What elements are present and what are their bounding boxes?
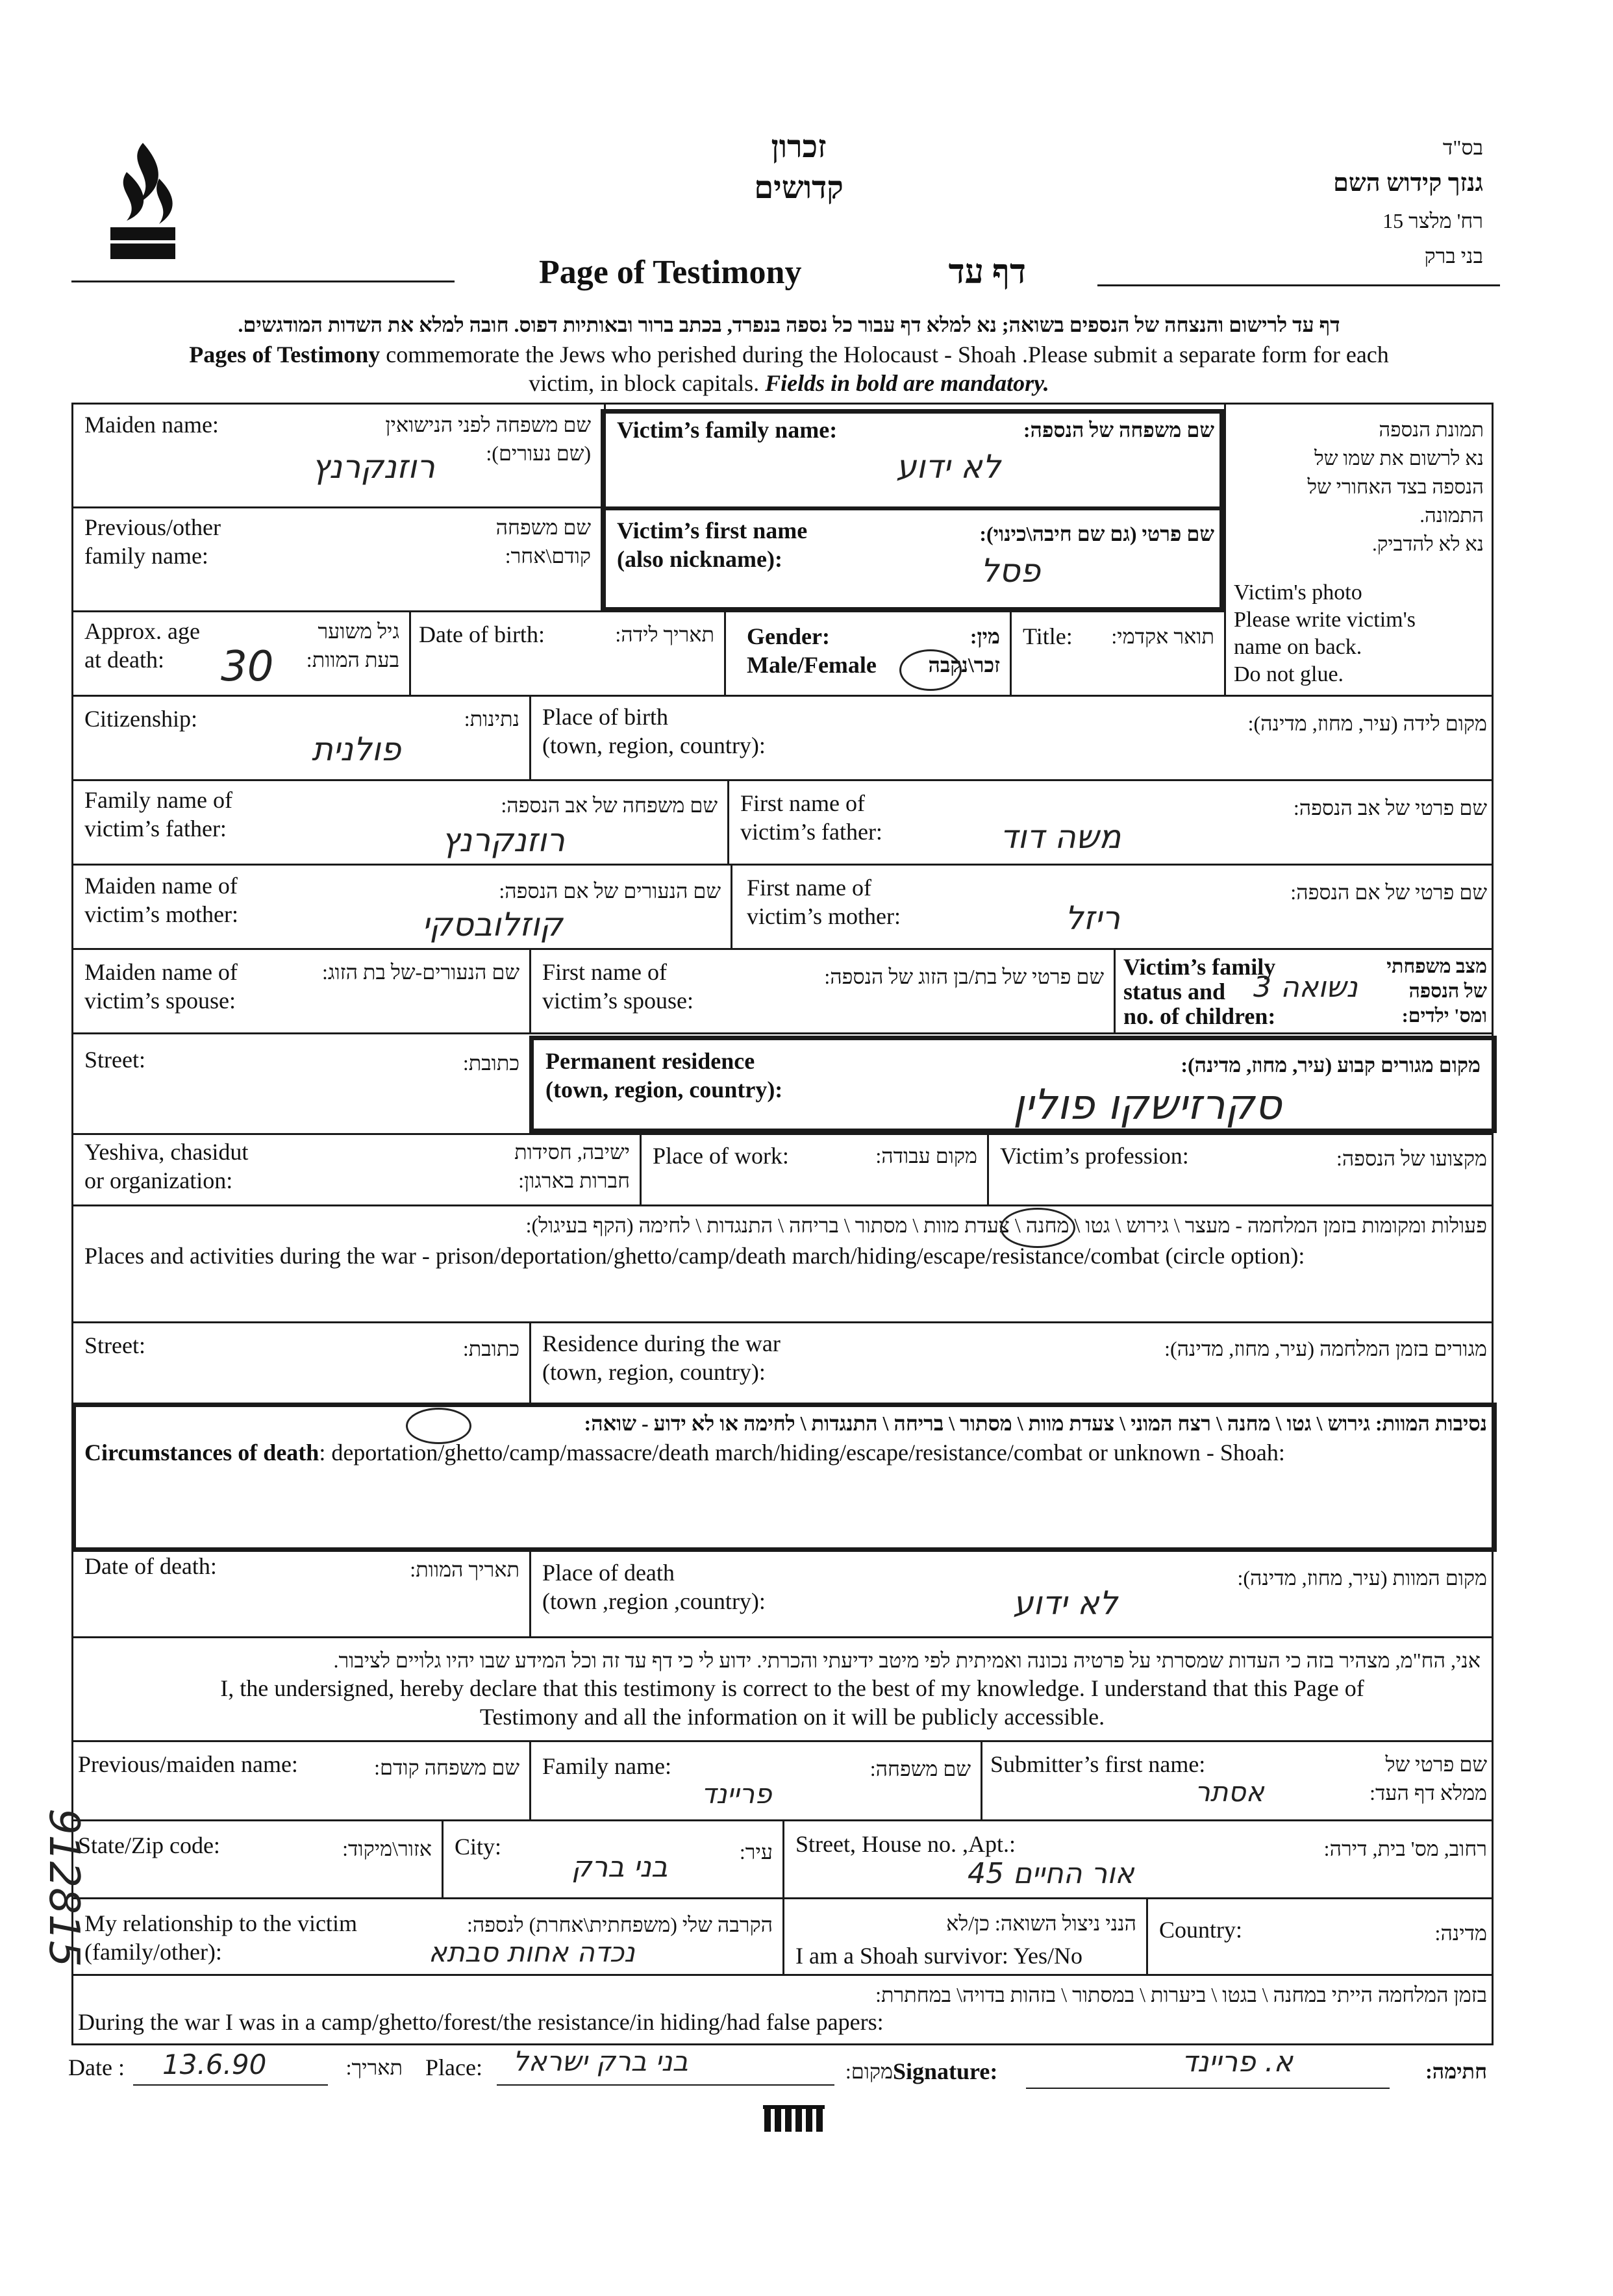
intro-line1: commemorate the Jews who perished during the Holocaust - Shoah .Please submit a separate form for each [380,342,1389,368]
victim-family-label-he: שם משפחה של הנספה: [1023,418,1214,442]
city-label-he: עיר: [739,1840,773,1864]
declaration-en: I, the undersigned, hereby declare that this testimony is correct to the best of my knowledge. I understand that this Page of Testimony and all the information on it will be publicly accessible. [220,1675,1364,1730]
relationship-label-he: הקרבה שלי (משפחתית\אחרת) לנספה: [466,1913,773,1936]
apt-label: Street, House no. ,Apt.: [795,1831,1016,1857]
death-circumstances-he: נסיבות המוות: גירוש \ גטו \ מחנה \ רצח המוני \ צעדת מוות \ מסתור \ בריחה \ התנגדות \ לחימה או לא ידוע - שואה: [584,1412,1487,1435]
spouse-maiden-label-he: שם הנעורים-של בת הזוג: [322,960,519,984]
death-place-label-he: מקום המוות (עיר, מחוז, מדינה): [1237,1566,1487,1590]
declaration-he: אני, הח"מ, מצהיר בזה כי העדות שמסרתי על פרטיה נכונה ואמיתית לפי מיטב ידיעתי והכרתי. ידוע לי כי דף עד זה וכל המידע שבו יהיו גלויים לציבור. [333,1649,1481,1672]
gender-label-he: מין: זכר\נקבה [928,625,1000,677]
title-label: Title: [1023,623,1073,649]
relationship-label: My relationship to the victim (family/other): [84,1910,357,1965]
victim-family-label: Victim’s family name: [617,417,838,443]
intro-mandatory: Fields in bold are mandatory. [765,370,1049,396]
war-residence-label: Residence during the war (town, region, country): [542,1330,781,1385]
street-label-he: כתובת: [462,1051,519,1075]
victim-first-label: Victim’s first name (also nickname): [617,518,808,572]
during-war-he: בזמן המלחמה הייתי במחנה \ בגטו \ ביערות \ במסתור \ בזהות בדויה\ במחתרת: [875,1983,1487,2006]
relationship-value[interactable]: נכדה אחות סבתא [429,1936,635,1968]
date-value[interactable]: 13.6.90 [162,2049,267,2080]
survivor-label-he: הנני ניצול השואה: כן/לא [946,1912,1136,1935]
war-places-he: פעולות ומקומות בזמן המלחמה - מעצר \ גירוש \ גטו \ מחנה \ צעדת מוות \ מסתור \ בריחה \ התנגדות \ לחימה (הקף בעיגול): [525,1214,1487,1237]
family-status-value[interactable]: נשואה 3 [1253,971,1358,1004]
mother-maiden-label: Maiden name of victim’s mother: [84,873,238,927]
header-rule-right [1097,284,1500,286]
mother-first-value[interactable]: ריזל [1065,899,1121,937]
place-label-he: מקום: [845,2060,893,2083]
age-label: Approx. age at death: [84,618,200,673]
birth-place-label-he: מקום לידה (עיר, מחוז, מדינה): [1247,712,1487,735]
org-city: בני ברק [1424,244,1483,268]
street-label: Street: [84,1047,145,1073]
country-label-he: מדינה: [1434,1921,1487,1945]
header-rule-left [71,281,455,282]
maiden-name-label: Maiden name: [84,412,219,438]
maiden-name-label-he: שם משפחה לפני הנישואין (שם נעורים): [385,413,591,465]
side-number: 912815 [40,1808,88,1967]
prev-name-label-he: שם משפחה קודם: [374,1756,519,1779]
shoah-circle [406,1408,471,1444]
dob-label-he: תאריך לידה: [615,623,714,646]
intro-hebrew: דף עד לרישום והנצחה של הנספים בשואה; נא למלא דף עבור כל נספה בנפרד, בכתב ברור ובאותיות דפוס. חובה למלא את השדות המודגשים. [238,313,1340,336]
age-value[interactable]: 30 [221,643,274,691]
spouse-maiden-label: Maiden name of victim’s spouse: [84,959,238,1014]
death-circ-bold: Circumstances of death [84,1440,319,1466]
heb-top-left: בס"ד [1442,136,1483,159]
page-title-en: Page of Testimony [539,254,802,291]
spouse-first-label-he: שם פרטי של בת/בן הזוג של הנספה: [824,965,1104,988]
residence-label-he: מקום מגורים קבוע (עיר, מחוז, מדינה): [1181,1053,1481,1077]
birth-place-label: Place of birth (town, region, country): [542,704,766,758]
victim-first-label-he: שם פרטי (גם שם חיבה\כינוי): [979,522,1214,545]
age-label-he: גיל משוער בעת המוות: [306,619,399,671]
death-date-label: Date of death: [84,1553,217,1579]
first-name-label: Submitter’s first name: [990,1751,1206,1777]
apt-label-he: רחוב, מס' בית, דירה: [1323,1837,1487,1860]
profession-label: Victim’s profession: [1000,1143,1189,1169]
deportation-circle [1000,1208,1075,1248]
citizenship-value[interactable]: פולנית [312,730,401,768]
dob-label: Date of birth: [419,621,545,647]
survivor-label: I am a Shoah survivor: Yes/No [795,1943,1082,1969]
during-war-en: During the war I was in a camp/ghetto/forest/the resistance/in hiding/had false papers: [78,2009,884,2035]
date-label-he: תאריך: [345,2056,403,2079]
citizenship-label-he: נתינות: [464,707,519,730]
flame-logo-icon [97,140,188,263]
previous-family-label-he: שם משפחה קודם\אחר: [495,516,591,568]
zikaron-1: זכרון [771,130,827,164]
victim-first-value[interactable]: פסל [981,552,1041,590]
family-status-label-he: מצב משפחתי של הנספה ומס' ילדים: [1386,956,1487,1027]
profession-label-he: מקצועו של הנספה: [1336,1147,1487,1170]
father-first-value[interactable]: משה דוד [1000,818,1121,856]
death-place-value[interactable]: לא ידוע [1013,1584,1118,1622]
org-street: רח' מלצר 15 [1382,209,1483,232]
apt-value[interactable]: אור החיים 45 [968,1857,1134,1890]
spouse-first-label: First name of victim’s spouse: [542,959,694,1014]
family-status-label: Victim’s family status and no. of children: [1123,954,1276,1029]
yeshiva-label-he: ישיבה, חסידות חברות בארגון: [514,1140,630,1192]
death-circumstances-en [84,1438,1285,1467]
zip-label-he: אזור\מיקוד: [342,1837,432,1860]
family-name-value[interactable]: פריינד [701,1778,772,1810]
page-title-he: דף עד [948,254,1026,291]
photo-box-english: Victim's photo Please write victim's name on back. Do not glue. [1234,580,1416,686]
intro-english [91,340,1487,397]
death-place-label: Place of death (town ,region ,country): [542,1560,766,1614]
death-date-label-he: תאריך המוות: [410,1558,519,1581]
signature-label: Signature: [893,2058,998,2084]
gender-label: Gender: Male/Female [747,623,877,678]
zikaron-2: קדושים [754,171,844,205]
org-name: גנזך קידוש השם [1333,169,1483,197]
title-label-he: תואר אקדמי: [1111,625,1214,648]
signature-value[interactable]: א. פריינד [1182,2045,1294,2078]
father-first-label-he: שם פרטי של אב הנספה: [1293,796,1487,819]
mother-maiden-value[interactable]: קוזלובסקי [422,906,563,943]
prev-name-label: Previous/maiden name: [78,1751,298,1777]
barcode-marks [763,2104,834,2133]
family-name-label: Family name: [542,1753,671,1779]
place-label: Place: [425,2054,482,2080]
father-family-value[interactable]: רוזנקרנץ [442,821,565,859]
photo-box-hebrew: תמונת הנספה נא לרשום את שמו של הנספה בצד האחורי של התמונה. נא לא להדביק. [1307,418,1484,555]
signature-label-he: חתימה: [1425,2060,1487,2083]
yeshiva-label: Yeshiva, chasidut or organization: [84,1139,249,1193]
first-name-label-he: שם פרטי של ממלא דף העד: [1369,1753,1487,1804]
war-residence-label-he: מגורים בזמן המלחמה (עיר, מחוז, מדינה): [1164,1337,1487,1360]
previous-family-label: Previous/other family name: [84,514,221,569]
war-places-en: Places and activities during the war - prison/deportation/ghetto/camp/death march/hiding/escape/resistance/combat (circle option): [84,1243,1305,1269]
father-first-label: First name of victim’s father: [740,790,882,845]
first-name-value[interactable]: אסתר [1195,1776,1264,1808]
place-value[interactable]: בני ברק ישראל [513,2045,688,2077]
mother-first-label: First name of victim’s mother: [747,875,901,929]
zip-label: State/Zip code: [78,1832,220,1858]
mother-first-label-he: שם פרטי של אם הנספה: [1290,880,1487,904]
mother-maiden-label-he: שם הנעורים של אם הנספה: [499,879,721,903]
work-place-label-he: מקום עבודה: [875,1144,977,1167]
city-label: City: [455,1834,502,1860]
maiden-name-value[interactable]: רוזנקרנץ [312,448,435,486]
work-place-label: Place of work: [653,1143,789,1169]
barcode-icon [763,2104,834,2133]
intro-bold: Pages of Testimony [189,342,381,368]
intro-line2: victim, in block capitals. [529,370,766,396]
family-name-label-he: שם משפחה: [869,1757,971,1780]
city-value[interactable]: בני ברק [571,1851,668,1884]
residence-label: Permanent residence (town, region, country): [545,1048,783,1103]
country-label: Country: [1159,1917,1243,1943]
father-family-label: Family name of victim’s father: [84,787,232,842]
war-street-label-he: כתובת: [462,1337,519,1360]
death-circ-options: : deportation/ghetto/camp/massacre/death march/hiding/escape/resistance/combat or unknown - Shoah: [319,1440,1285,1466]
father-family-label-he: שם משפחה של אב הנספה: [501,793,718,817]
logo [97,140,188,263]
date-label: Date : [68,2054,125,2080]
victim-family-value[interactable]: לא ידוע [896,448,1001,486]
residence-value[interactable]: סקרזישקו פולין [1013,1081,1282,1129]
war-street-label: Street: [84,1332,145,1358]
gender-female-circle [899,649,962,691]
citizenship-label: Citizenship: [84,706,197,732]
